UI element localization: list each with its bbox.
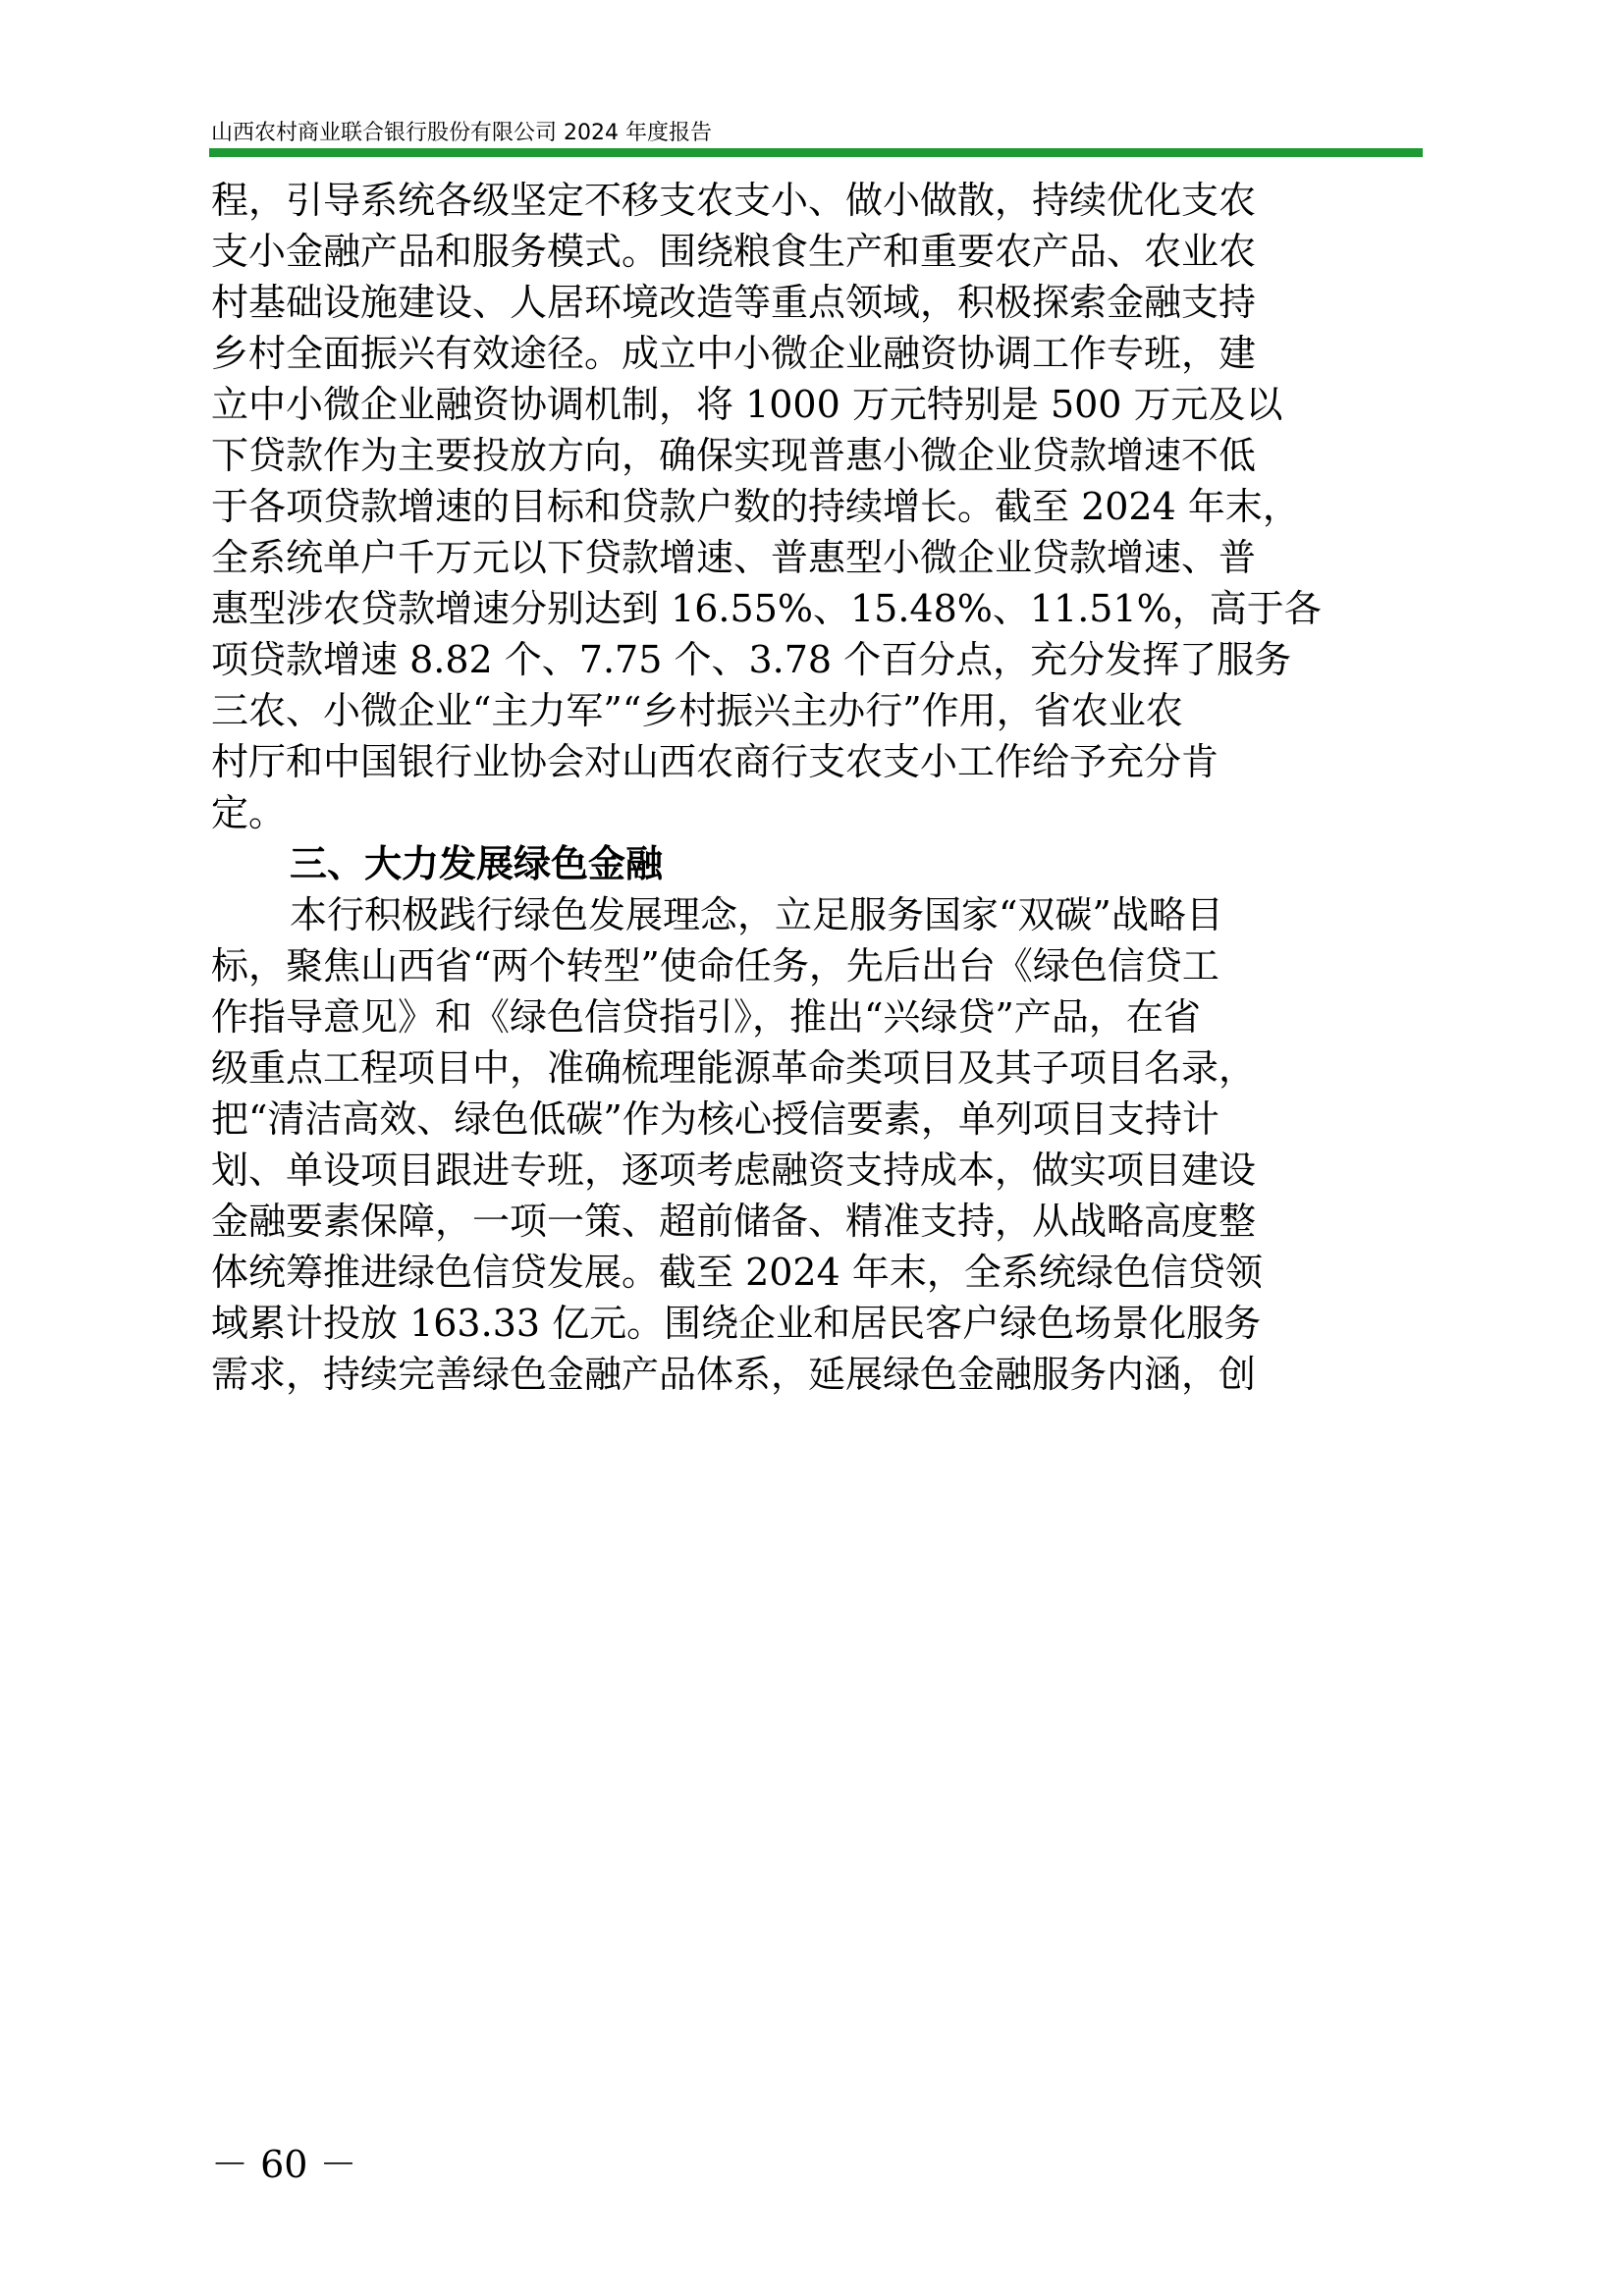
text-line: 支小金融产品和服务模式。围绕粮食生产和重要农产品、农业农 bbox=[211, 230, 1257, 273]
page-number: － 60 － bbox=[211, 2143, 357, 2186]
section-heading: 三、大力发展绿色金融 bbox=[290, 842, 664, 885]
text-line: 定。 bbox=[211, 791, 287, 834]
text-line: 三农、小微企业“主力军”“乡村振兴主办行”作用，省农业农 bbox=[211, 689, 1183, 732]
text-line: 下贷款作为主要投放方向，确保实现普惠小微企业贷款增速不低 bbox=[211, 434, 1257, 477]
text-line: 划、单设项目跟进专班，逐项考虑融资支持成本，做实项目建设 bbox=[211, 1148, 1257, 1192]
text-line: 村厅和中国银行业协会对山西农商行支农支小工作给予充分肯 bbox=[211, 740, 1219, 783]
header-title: 山西农村商业联合银行股份有限公司 2024 年度报告 bbox=[211, 121, 712, 145]
text-line: 金融要素保障，一项一策、超前储备、精准支持，从战略高度整 bbox=[211, 1200, 1257, 1243]
text-line: 标，聚焦山西省“两个转型”使命任务，先后出台《绿色信贷工 bbox=[211, 944, 1219, 988]
text-line: 于各项贷款增速的目标和贷款户数的持续增长。截至 2024 年末， bbox=[211, 485, 1300, 528]
header-rule bbox=[209, 148, 1423, 157]
text-line: 作指导意见》和《绿色信贷指引》，推出“兴绿贷”产品，在省 bbox=[211, 995, 1201, 1039]
text-line: 把“清洁高效、绿色低碳”作为核心授信要素，单列项目支持计 bbox=[211, 1097, 1219, 1141]
text-line: 乡村全面振兴有效途径。成立中小微企业融资协调工作专班，建 bbox=[211, 332, 1257, 375]
text-line: 立中小微企业融资协调机制，将 1000 万元特别是 500 万元及以 bbox=[211, 383, 1283, 426]
text-line: 项贷款增速 8.82 个、7.75 个、3.78 个百分点，充分发挥了服务 bbox=[211, 638, 1292, 681]
text-line: 村基础设施建设、人居环境改造等重点领域，积极探索金融支持 bbox=[211, 281, 1257, 324]
text-line: 惠型涉农贷款增速分别达到 16.55%、15.48%、11.51%，高于各 bbox=[211, 587, 1322, 630]
text-line: 需求，持续完善绿色金融产品体系，延展绿色金融服务内涵，创 bbox=[211, 1353, 1257, 1396]
text-line: 程，引导系统各级坚定不移支农支小、做小做散，持续优化支农 bbox=[211, 179, 1257, 222]
text-line: 域累计投放 163.33 亿元。围绕企业和居民客户绿色场景化服务 bbox=[211, 1302, 1262, 1345]
text-line: 全系统单户千万元以下贷款增速、普惠型小微企业贷款增速、普 bbox=[211, 536, 1257, 579]
text-line: 本行积极践行绿色发展理念，立足服务国家“双碳”战略目 bbox=[290, 893, 1223, 936]
text-line: 级重点工程项目中，准确梳理能源革命类项目及其子项目名录， bbox=[211, 1046, 1257, 1090]
text-line: 体统筹推进绿色信贷发展。截至 2024 年末，全系统绿色信贷领 bbox=[211, 1251, 1263, 1294]
